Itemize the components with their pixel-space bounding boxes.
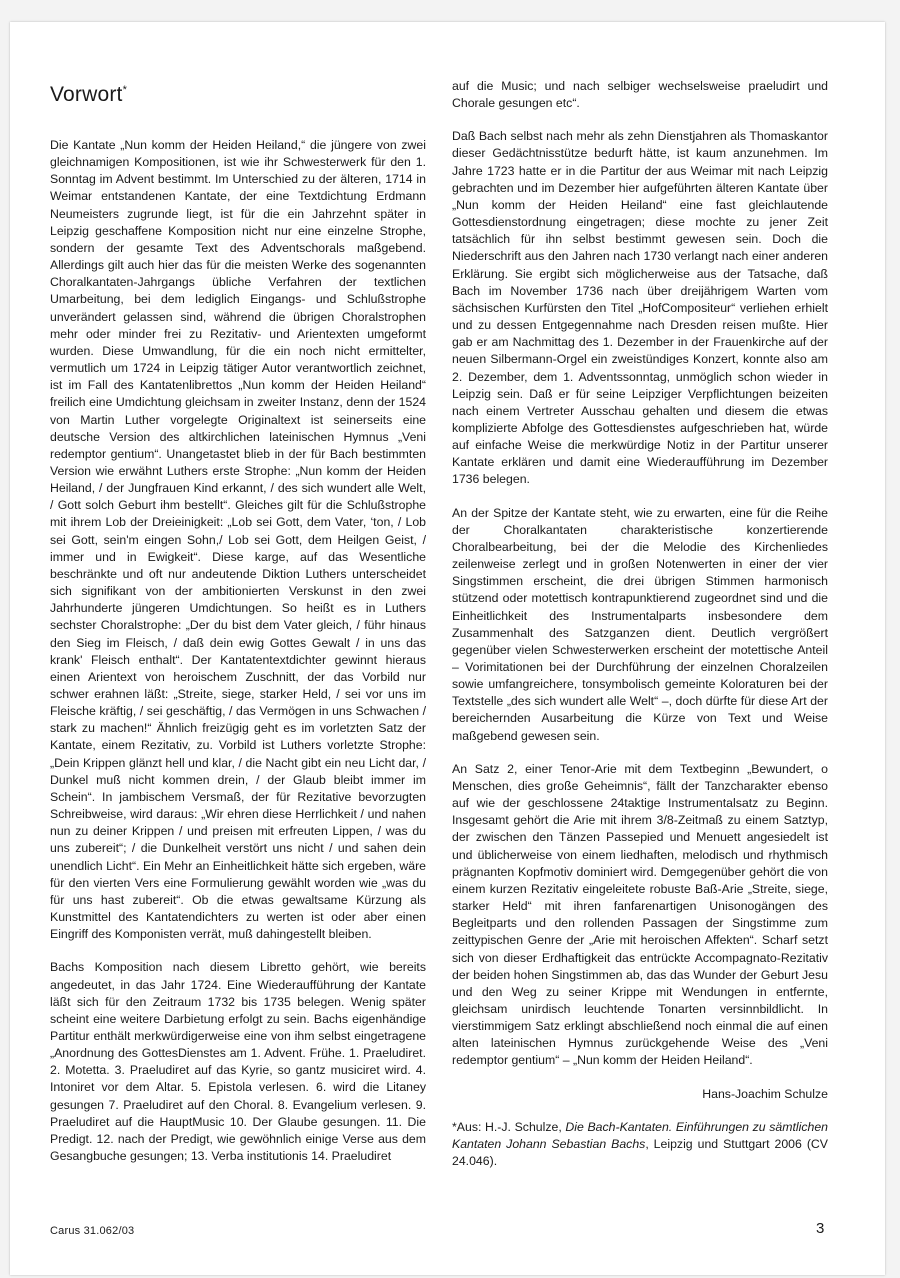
page-number: 3 <box>816 1220 825 1237</box>
paragraph-intro: Die Kantate „Nun komm der Heiden Heiland,“ die jüngere von zwei gleichnamigen Kompositionen, ist wie ihr Schwesterwerk für den 1. Sonntag im Advent bestimmt. Im Unterschied zu der älteren, 1714 in Weimar entstandenen Kantate, der eine Textdichtung Erdmann Neumeisters zugrunde liegt, ist für die ein Jahrzehnt später in Leipzig geschaffene Komposition nicht nur eine einzelne Strophe, sondern der gesamte Text des Adventschorals maßgebend. Allerdings gilt auch hier das für die meisten Werke des sogenannten Choralkantaten-Jahrgangs übliche Verfahren der textlichen Umarbeitung, bei dem lediglich Eingangs- und Schlußstrophe unverändert gelassen sind, während die übrigen Choralstrophen mehr oder minder frei zu Rezitativ- und Arientexten umgeformt wurden. Diese Umwandlung, für die ein noch nicht ermittelter, vermutlich um 1724 in Leipzig tätiger Autor verantwortlich zeichnet, ist im Fall des Kantatenlibrettos „Nun komm der Heiden Heiland“ freilich eine Umdichtung gleichsam in zweiter Instanz, denn der 1524 von Martin Luther vorgelegte Originaltext ist seinerseits eine deutsche Version des altkirchlichen lateinischen Hymnus „Veni redemptor gentium“. Unangetastet blieb in der für Bach bestimmten Version wie erwähnt Luthers erste Strophe: „Nun komm der Heiden Heiland, / der Jungfrauen Kind erkannt, / des sich wundert alle Welt, / Gott solch Geburt ihm bestellt“. Gleiches gilt für die Schlußstrophe mit ihrem Lob der Dreieinigkeit: „Lob sei Gott, dem Vater, ‘ton, / Lob sei Gott, sein'm eingen Sohn,/ Lob sei Gott, dem Heilgen Geist, / immer und in Ewigkeit“. Diese karge, auf das Wesentliche beschränkte und oft nur andeutende Diktion Luthers unterscheidet sich signifikant von der ambitionierten Verskunst in den zwei Jahrhunderte jüngeren Umdichtungen. So heißt es in Luthers sechster Choralstrophe: „Der du bist dem Vater gleich, / führ hinaus den Sieg im Fleisch, / daß dein ewig Gottes Gewalt / in uns das krank' Fleisch enthalt“. Der Kantatentextdichter gewinnt hieraus einen Arientext von heroischem Zuschnitt, der das Vorbild nur schwer erahnen läßt: „Streite, siege, starker Held, / sei vor uns im Fleische kräftig, / sei geschäftig, / das Vermögen in uns Schwachen / stark zu machen!“ Ähnlich freizügig geht es im vorletzten Satz der Kantate, einem Rezitativ, zu. Vorbild ist Luthers vorletzte Strophe: „Dein Krippen glänzt hell und klar, / die Nacht gibt ein neu Licht dar, / Dunkel muß nicht kommen drein, / der Glaub bleibt immer im Schein“. In jambischem Versmaß, der für Rezitative bevorzugten Schreibweise, wird daraus: „Wir ehren diese Herrlichkeit / und nahen nun zu deiner Krippen / und preisen mit erfreuten Lippen, / was du uns zubereit“; / die Dunkelheit verstört uns nicht / und sahen dein unendlich Licht“. Ein Mehr an Einheitlichkeit hätte sich ergeben, wäre für den vierten Vers eine Formulierung gewählt worden wie „was du für uns hast zubereit“. Ob die etwas gewaltsame Kürzung als Kunstmittel des Kantatendichters zu werten ist oder aber einen Eingriff des Komponisten verrät, muß dahingestellt bleiben. <box>50 138 426 942</box>
footnote-suffix: , Leipzig und Stuttgart 2006 (CV 24.046). <box>452 1136 828 1169</box>
author-signature: Hans-Joachim Schulze <box>702 1086 828 1101</box>
paragraph-hofcompositeur: Daß Bach selbst nach mehr als zehn Dienstjahren als Thomaskantor dieser Gedächtnisstütze bedurft hätte, ist kaum anzunehmen. Im Jahre 1723 hatte er in die Partitur der aus Weimar mit nach Leipzig gebrachten und im Dezember hier aufgeführten älteren Kantate über „Nun komm der Heiden Heiland“ eine fast gleichlautende Gottesdienstordnung eingetragen; diese mochte zu jener Zeit tatsächlich für ihn selbst bestimmt gewesen sein. Doch die Niederschrift aus den Jahren nach 1730 verlangt nach einer anderen Erklärung. Sie ergibt sich möglicherweise aus der Tatsache, daß Bach im November 1736 nach über dreijährigem Warten vom sächsischen Kurfürsten den Titel „HofCompositeur“ verliehen erhielt und zu dessen Entgegennahme nach Dresden reisen mußte. Hier gab er am Nachmittag des 1. Dezember in der Frauenkirche auf der neuen Silbermann-Orgel ein zweistündiges Konzert, konnte also am 2. Dezember, dem 1. Adventssonntag, unmöglich schon wieder in Leipzig sein. Daß er für seine Leipziger Verpflichtungen beizeiten nach einem Vertreter Ausschau gehalten und diesem die etwas komplizierte Abfolge des Gottesdienstes aufgeschrieben hat, würde auf einfache Weise die merkwürdige Notiz in der Partitur unserer Kantate erklären und damit eine Wiederaufführung im Dezember 1736 belegen. <box>452 129 828 487</box>
footnote-book-title: Die Bach-Kantaten. Einführungen zu sämtlichen Kantaten Johann Sebastian Bachs <box>452 1119 828 1151</box>
paragraph-arias: An Satz 2, einer Tenor-Arie mit dem Textbeginn „Bewundert, o Menschen, dies große Geheimnis“, fällt der Tanzcharakter ebenso auf wie der geschlossene 24taktige Instrumentalsatz zu Beginn. Insgesamt gehört die Arie mit ihrem 3/8-Zeitmaß zu einem Satztyp, der zwischen den Tänzen Passepied und Menuett angesiedelt ist und üblicherweise von einem liedhaften, melodisch und rhythmisch prägnanten Kopfmotiv dominiert wird. Demgegenüber gehört die von einem kurzen Rezitativ eingeleitete robuste Baß-Arie „Streite, siege, starker Held“ mit ihren fanfarenartigen Unisonogängen des Begleitparts und den rollenden Passagen der Singstimme zum zeittypischen Genre der „Arie mit heroischen Affekten“. Scharf setzt sich von dieser Erdhaftigkeit das entrückte Accompagnato-Rezitativ der beiden hohen Singstimmen ab, das das Wunder der Geburt Jesu und den Weg zu seiner Krippe mit Wendungen in entfernte, gleichsam unirdisch leuchtende Tonarten versinnbildlicht. In vierstimmigem Satz erklingt abschließend noch einmal die auf einen alten lateinischen Hymnus zurückgehende Weise des „Veni redemptor gentium“ – „Nun komm der Heiden Heiland“. <box>452 761 828 1068</box>
paragraph-choral-opening: An der Spitze der Kantate steht, wie zu erwarten, eine für die Reihe der Choralkantaten charakteristische konzertierende Choralbearbeitung, bei der die Melodie des Kirchenliedes zeilenweise zerlegt und in großen Notenwerten in einer der vier Singstimmen erscheint, die drei übrigen Stimmen harmonisch stützend oder motettisch kontrapunktierend zugeordnet sind und die Einheitlichkeit des Instrumentalparts insbesondere dem Zusammenhalt des Satzganzen dient. Deutlich vergrößert gegenüber vielen Schwesterwerken erscheint der motettische Anteil – Vorimitationen bei der Durchführung der einzelnen Choralzeilen sowie umfangreichere, tonsymbolisch gemeinte Koloraturen bei der Textstelle „des sich wundert alle Welt“ –, doch dürfte für diese Art der bereichernden Ausarbeitung die Kürze von Text und Weise maßgebend gewesen sein. <box>452 505 828 743</box>
footnote <box>452 1119 828 1170</box>
catalog-number: Carus 31.062/03 <box>50 1225 135 1237</box>
left-column <box>50 78 426 1181</box>
page-title <box>50 78 426 107</box>
document-page <box>10 22 885 1275</box>
title-footnote-marker: * <box>122 84 128 96</box>
paragraph-continuation: auf die Music; und nach selbiger wechselsweise praeludirt und Chorale gesungen etc“. <box>452 79 828 111</box>
footnote-prefix: *Aus: H.-J. Schulze, <box>452 1119 566 1134</box>
paragraph-composition: Bachs Komposition nach diesem Libretto gehört, wie bereits angedeutet, in das Jahr 1724. Eine Wiederaufführung der Kantate läßt sich für den Zeitraum 1732 bis 1735 belegen. Wenig später scheint eine weitere Darbietung erfolgt zu sein. Bachs eigenhändige Partitur enthält merkwürdigerweise eine von ihm selbst eingetragene „Anordnung des GottesDienstes am 1. Advent. Frühe. 1. Praeludiret. 2. Motetta. 3. Praeludiret auf das Kyrie, so gantz musiciret wird. 4. Intoniret vor dem Altar. 5. Epistola verlesen. 6. wird die Litaney gesungen 7. Praeludiret auf den Choral. 8. Evangelium verlesen. 9. Praeludiret auf die HauptMusic 10. Der Glaube gesungen. 11. Die Predigt. 12. nach der Predigt, wie gewöhnlich einige Verse aus dem Gesangbuche gesungen; 13. Verba institutionis 14. Praeludiret <box>50 960 426 1164</box>
title-text: Vorwort <box>50 83 123 106</box>
right-column <box>452 78 828 1186</box>
